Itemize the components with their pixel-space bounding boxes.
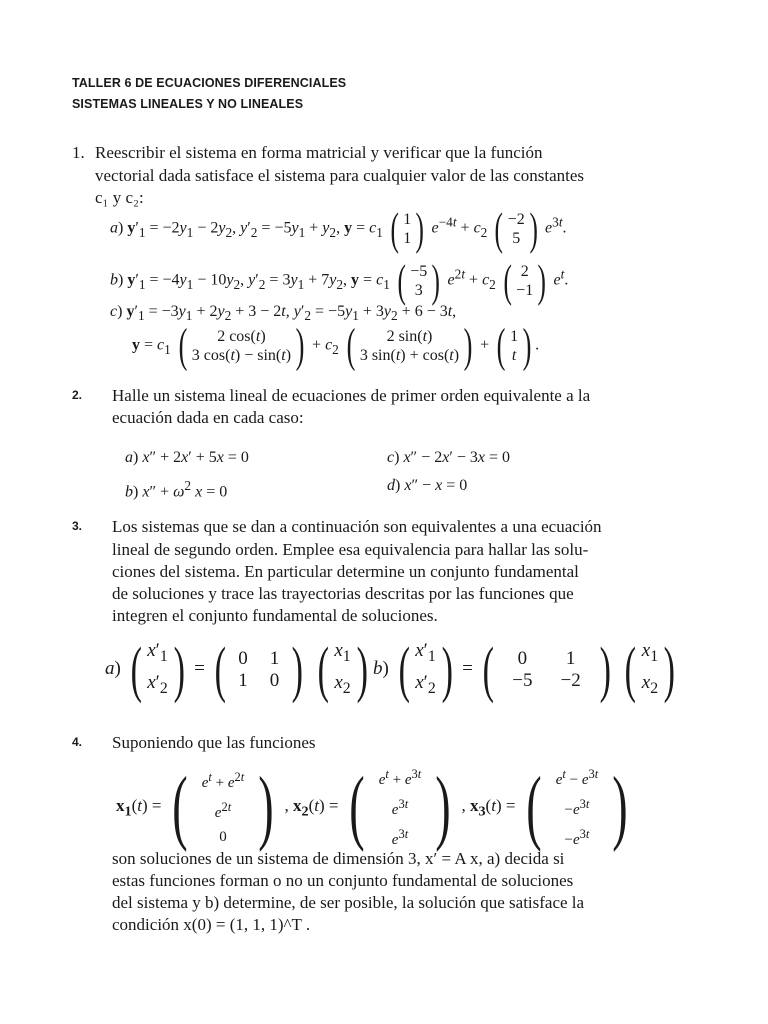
problem-3-text-line-5: integren el conjunto fundamental de soluciones.: [112, 606, 438, 625]
problem-3-text-line-2: lineal de segundo orden. Emplee esa equivalencia para hallar las solu-: [112, 540, 589, 559]
problem-1-text-line-3: c₁ y c₂:: [95, 188, 144, 207]
problem-2d: d) x″ − x = 0: [387, 477, 468, 494]
problem-3-number: 3.: [72, 519, 83, 533]
problem-4-intro: Suponiendo que las funciones: [112, 733, 316, 752]
problem-2a: a) x″ + 2x′ + 5x = 0: [125, 449, 249, 466]
problem-1-text-line-2: vectorial dada satisface el sistema para cualquier valor de las constantes: [95, 166, 585, 185]
problem-2-number: 2.: [72, 388, 83, 402]
problem-4-text-line-1: son soluciones de un sistema de dimensión 3, x′ = A x, a) decida si: [112, 849, 565, 868]
problem-3-text-line-1: Los sistemas que se dan a continuación son equivalentes a una ecuación: [112, 517, 602, 536]
problem-1-text-line-1: Reescribir el sistema en forma matricial y verificar que la función: [95, 143, 543, 162]
problem-2-text-line-1: Halle un sistema lineal de ecuaciones de primer orden equivalente a la: [112, 386, 591, 405]
problem-1-number: 1.: [72, 143, 85, 162]
problem-4-text-line-2: estas funciones forman o no un conjunto fundamental de soluciones: [112, 871, 574, 890]
worksheet-subtitle: SISTEMAS LINEALES Y NO LINEALES: [72, 97, 304, 111]
problem-4-text-line-3: del sistema y b) determine, de ser posible, la solución que satisface la: [112, 893, 585, 912]
problem-1a: a) $y'_1 = -2y_1 - 2y_2$, $y'_2 = -5y_1 + y_2$, $y = c_1$ ( 1 1 ) $e^{-4t} + c_2$ ( −2 5 ) $e^{3t}$.: [110, 203, 567, 254]
problem-2c: c) x″ − 2x′ − 3x = 0: [387, 449, 511, 466]
problem-2b: b) $x'' + \omega^2$ x = 0: [125, 478, 228, 501]
problem-3-text-line-4: de soluciones y trace las trayectorias descritas por las funciones que: [112, 584, 574, 603]
worksheet-title: TALLER 6 DE ECUACIONES DIFERENCIALES: [72, 76, 347, 90]
problem-1b: b) $y'_1 = -4y_1 - 10y_2$, $y'_2 = 3y_1 + 7y_2$, $y = c_1$ ( −5 3 ) $e^{2t} + c_2$ ( 2 −1 ) $e^t$.: [110, 255, 569, 306]
problem-3a: a) ( $x'_1$ $x'_2$ ) = ( 0 1 1 0 ) ( $x_1$ $x_2$ ): [105, 635, 368, 704]
problem-4-number: 4.: [72, 735, 83, 749]
problem-2-text-line-2: ecuación dada en cada caso:: [112, 408, 304, 427]
problem-4-vectors: $x_1(t)$ = ( $e^t + e^{2t}$ $e^{2t}$ 0 ) , $x_2(t)$ = ( $e^t + e^{3t}$ $e^{3t}$ $e^{3t}$ ) , $x_3(t)$ = ( $e^t - e^{3t}$ $-e^{3t}$ $-e^{3t}$ ): [116, 760, 628, 853]
problem-1c-line-2: $y = c_1$ ( 2 cos(t) 3 cos(t) − sin(t) ) + $c_2$ ( 2 sin(t) 3 sin(t) + cos(t) ) + ( 1 t ) .: [132, 319, 540, 372]
problem-1c-line-1: c) $y'_1 = -3y_1 + 2y_2 + 3 - 2t$, $y'_2 = -5y_1 + 3y_2 + 6 - 3t$,: [110, 303, 457, 324]
problem-4-text-line-4: condición x(0) = (1, 1, 1)^T .: [112, 915, 311, 934]
problem-3-text-line-3: ciones del sistema. En particular determine un conjunto fundamental: [112, 562, 579, 581]
problem-3b: b) ( $x'_1$ $x'_2$ ) = ( 0 1 −5 −2 ) ( $x_1$ $x_2$ ): [373, 635, 676, 704]
